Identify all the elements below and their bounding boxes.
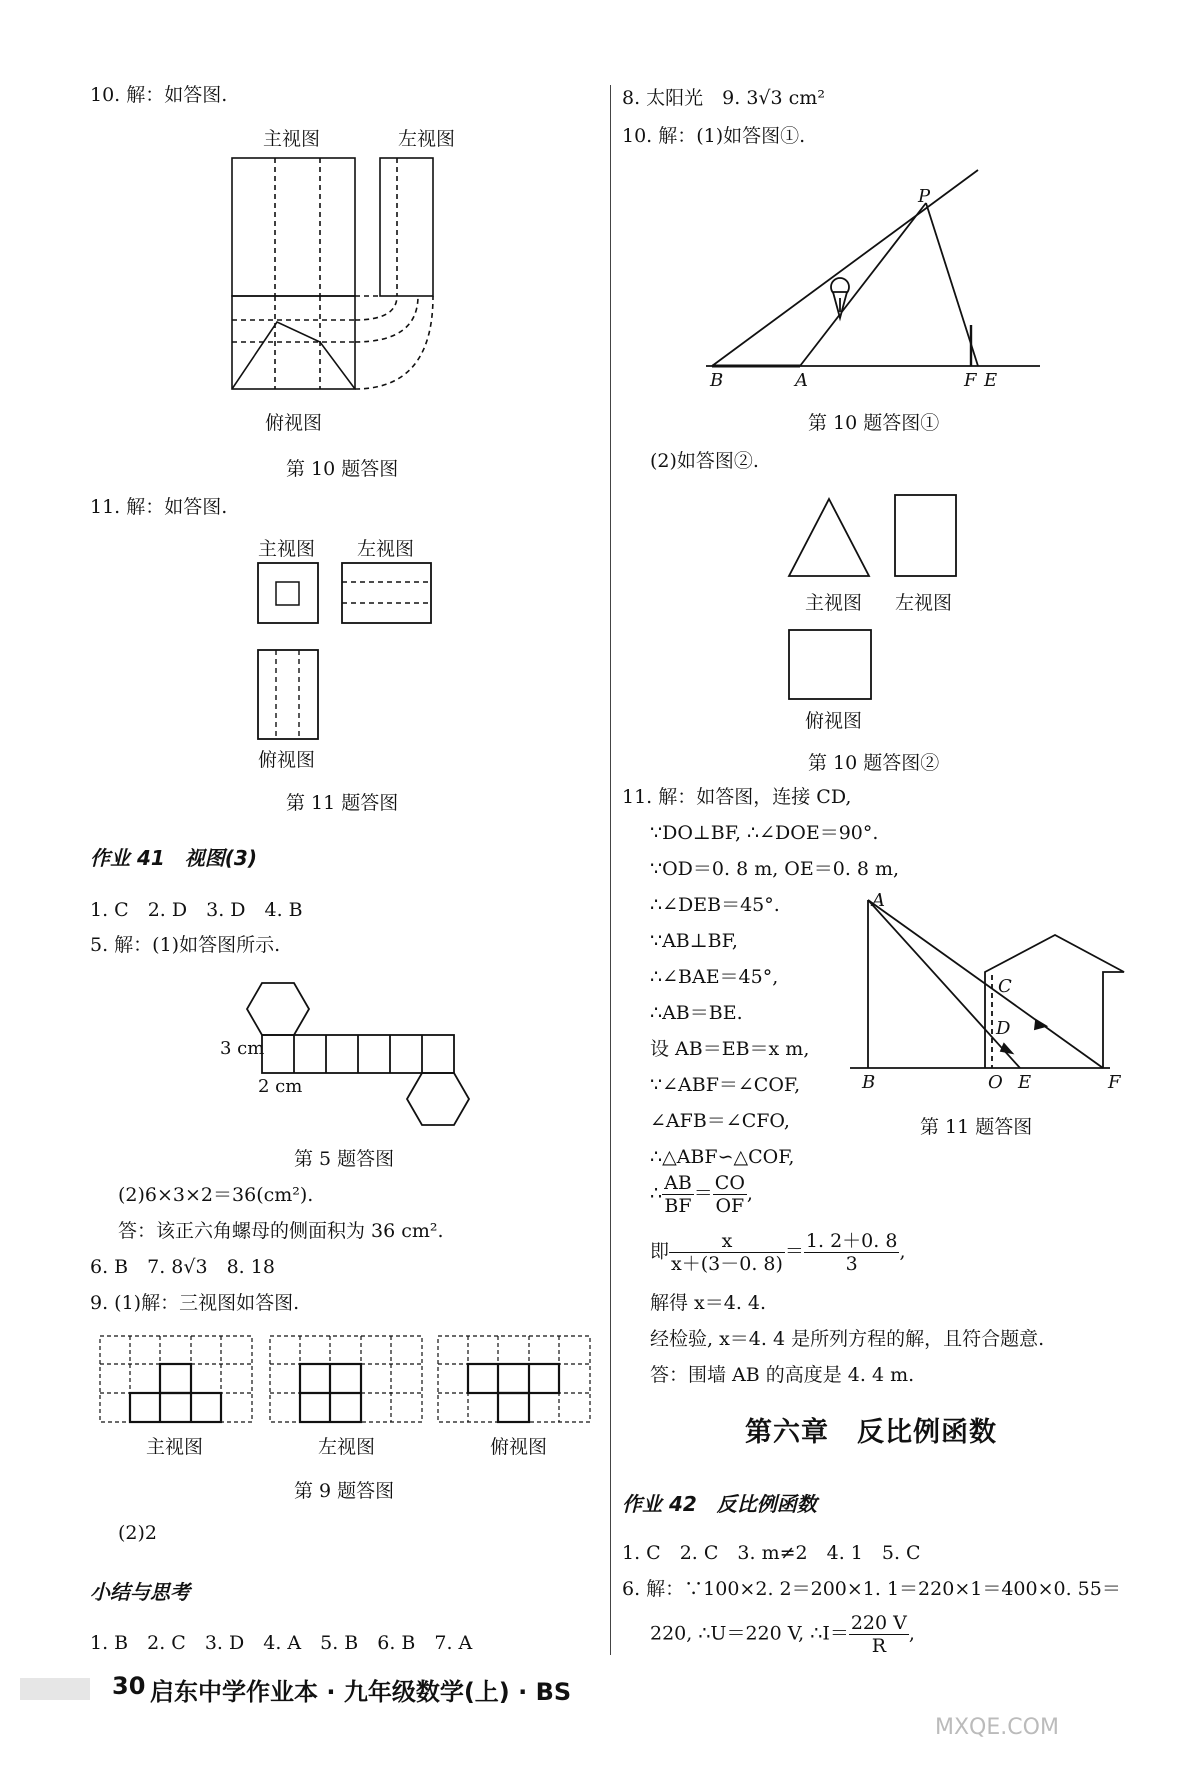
fig11r-label-e: E [1018, 1072, 1032, 1093]
fig9-top-label: 俯视图 [490, 1436, 548, 1458]
q10-text: 10. 解：如答图. [90, 84, 228, 106]
q11-line-10: ∴△ABF∽△COF, [650, 1146, 795, 1168]
fig5-caption: 第 5 题答图 [294, 1148, 395, 1170]
q9-text: 9. (1)解：三视图如答图. [90, 1292, 300, 1314]
summary-title: 小结与思考 [90, 1580, 190, 1604]
fig5-height-label: 3 cm [220, 1038, 265, 1059]
footer-bar [20, 1678, 90, 1700]
fig11r-label-a: A [872, 890, 885, 911]
fig10b-front-label: 主视图 [805, 592, 863, 614]
q6-frac-n: 220 V [850, 1612, 907, 1634]
q6-frac-d: R [871, 1635, 886, 1657]
fig10a-label-a: A [795, 370, 808, 391]
q11-line-5: ∴∠BAE＝45°, [650, 966, 779, 988]
fig10a-label-f: F [964, 370, 977, 391]
q11-text: 11. 解：如答图. [90, 496, 228, 518]
hw41-title: 作业 41 视图(3) [90, 846, 257, 870]
q11-line-6: ∴AB＝BE. [650, 1002, 743, 1024]
fig10a-caption: 第 10 题答图① [808, 412, 940, 434]
fig11-left-label: 左视图 [357, 538, 415, 560]
hw41-answers: 1. C 2. D 3. D 4. B [90, 899, 303, 921]
fig10-left-label: 左视图 [398, 128, 456, 150]
fig10a-label-b: B [710, 370, 724, 391]
fig9-left-label: 左视图 [318, 1436, 376, 1458]
fig10a-label-e: E [984, 370, 998, 391]
ratio-d1: BF [664, 1195, 692, 1217]
q11-line-4: ∵AB⊥BF, [650, 930, 738, 952]
fig9-caption: 第 9 题答图 [294, 1480, 395, 1502]
hw42-answers: 1. C 2. C 3. m≠2 4. 1 5. C [622, 1542, 921, 1564]
fig11r-label-c: C [998, 976, 1012, 997]
ratio-n2: CO [714, 1172, 745, 1194]
q6-line2 [650, 1612, 915, 1657]
hw42-title: 作业 42 反比例函数 [622, 1492, 817, 1516]
fig11-top-label: 俯视图 [258, 749, 316, 771]
q11-line-9: ∠AFB＝∠CFO, [650, 1110, 790, 1132]
q5-answer: 答：该正六角螺母的侧面积为 36 cm². [118, 1220, 444, 1242]
q11-line-7: 设 AB＝EB＝x m, [650, 1038, 810, 1060]
ratio-d2: OF [715, 1195, 745, 1217]
fig10b-caption: 第 10 题答图② [808, 752, 940, 774]
q11-end-0: 解得 x＝4. 4. [650, 1292, 767, 1314]
fig11r-label-d: D [996, 1018, 1011, 1039]
fig11r-caption: 第 11 题答图 [920, 1116, 1033, 1138]
q11-line-0: 11. 解：如答图，连接 CD, [622, 786, 852, 808]
eq2-prefix: 即 [650, 1240, 670, 1263]
ratio-prefix: ∴ [650, 1182, 663, 1205]
eq2-d1: x＋(3－0. 8) [671, 1253, 783, 1275]
q6-line2-text: 220, ∴U＝220 V, ∴I＝ [650, 1622, 849, 1645]
fig11-caption: 第 11 题答图 [286, 792, 399, 814]
fig10b-top-label: 俯视图 [805, 710, 863, 732]
fig10-top-label: 俯视图 [265, 412, 323, 434]
q11-line-3: ∴∠DEB＝45°. [650, 894, 780, 916]
hw41-q5: 5. 解：(1)如答图所示. [90, 934, 281, 956]
eq2-n1: x [669, 1230, 785, 1253]
q8-9-answers: 8. 太阳光 9. 3√3 cm² [622, 87, 825, 109]
footer-page-number: 30 [112, 1672, 146, 1700]
q6-line1: 6. 解：∵100×2. 2＝200×1. 1＝220×1＝400×0. 55＝ [622, 1578, 1121, 1600]
q11-line-1: ∵DO⊥BF, ∴∠DOE＝90°. [650, 822, 879, 844]
q5-part2: (2)6×3×2＝36(cm²). [118, 1184, 314, 1206]
q11-end-1: 经检验, x＝4. 4 是所列方程的解，且符合题意. [650, 1328, 1045, 1350]
fig10-caption: 第 10 题答图 [286, 458, 399, 480]
fig9-front-label: 主视图 [146, 1436, 204, 1458]
summary-answers: 1. B 2. C 3. D 4. A 5. B 6. B 7. A [90, 1632, 473, 1654]
ratio-suffix: , [746, 1182, 753, 1205]
fig5-width-label: 2 cm [258, 1076, 303, 1097]
q6-8-answers: 6. B 7. 8√3 8. 18 [90, 1256, 275, 1278]
fig10-front-label: 主视图 [263, 128, 321, 150]
q6-frac [849, 1612, 909, 1657]
fig11r-label-b: B [862, 1072, 876, 1093]
eq2-eq: ＝ [784, 1240, 804, 1263]
fig11r-label-f: F [1108, 1072, 1121, 1093]
q11-end-2: 答：围墙 AB 的高度是 4. 4 m. [650, 1364, 915, 1386]
fig10b-left-label: 左视图 [895, 592, 953, 614]
q6-line2-suffix: , [908, 1622, 915, 1645]
chapter-title: 第六章 反比例函数 [745, 1417, 997, 1448]
q11-line-8: ∵∠ABF＝∠COF, [650, 1074, 801, 1096]
eq2-n2: 1. 2＋0. 8 [805, 1230, 898, 1252]
q9-part2: (2)2 [118, 1522, 158, 1544]
fig11-front-label: 主视图 [258, 538, 316, 560]
eq2-suffix: , [899, 1240, 906, 1263]
ratio-n1: AB [664, 1172, 692, 1194]
q10-part2: (2)如答图②. [650, 450, 759, 472]
fig10a-label-p: P [918, 186, 931, 207]
q11-line-2: ∵OD＝0. 8 m, OE＝0. 8 m, [650, 858, 900, 880]
watermark: MXQE.COM [935, 1715, 1059, 1740]
eq2-d2: 3 [845, 1253, 858, 1275]
ratio-eq: ＝ [693, 1182, 713, 1205]
fig11r-label-o: O [988, 1072, 1003, 1093]
q10-part1: 10. 解：(1)如答图①. [622, 125, 806, 147]
footer-title: 启东中学作业本 · 九年级数学(上) · BS [150, 1678, 572, 1706]
